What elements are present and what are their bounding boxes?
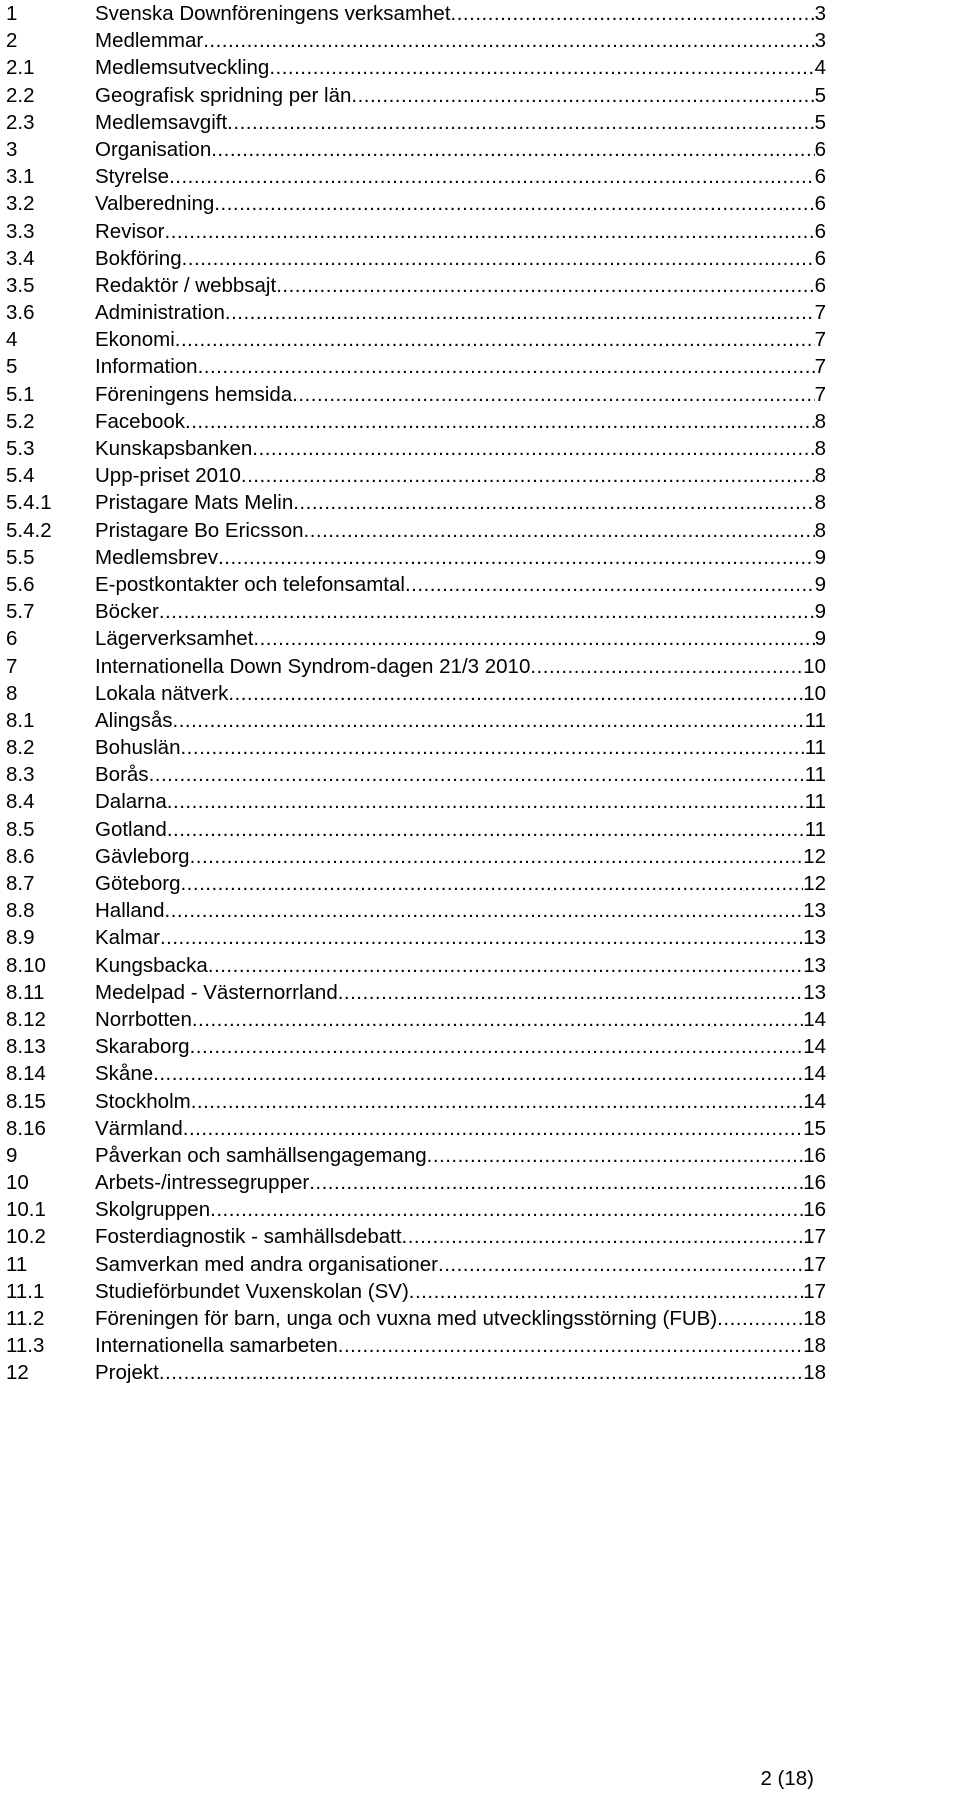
toc-dot-leader	[173, 707, 805, 734]
toc-dot-leader	[190, 1033, 804, 1060]
toc-entry-title: Internationella samarbeten	[95, 1334, 338, 1358]
toc-entry-number: 5.4.1	[6, 491, 52, 515]
toc-entry-number: 8.6	[6, 844, 35, 868]
toc-entry-title: Medlemmar	[95, 29, 204, 53]
toc-entry-number: 4	[6, 328, 18, 352]
toc-dot-leader	[292, 381, 814, 408]
toc-entry-number: 5.4	[6, 464, 35, 488]
toc-entry-title: Dalarna	[95, 790, 167, 814]
toc-entry-number: 5.3	[6, 437, 35, 460]
toc-entry[interactable]	[6, 163, 826, 190]
toc-dot-leader	[409, 1278, 803, 1305]
toc-entry[interactable]	[6, 952, 826, 979]
toc-dot-leader	[530, 653, 803, 680]
toc-entry-number: 5.1	[6, 382, 35, 406]
toc-entry-page: 7	[814, 355, 826, 379]
toc-entry-number: 8.15	[6, 1089, 46, 1113]
toc-entry-number: 9	[6, 1143, 18, 1167]
toc-dot-leader	[293, 489, 814, 516]
toc-entry-title: Projekt	[95, 1361, 159, 1385]
toc-entry-page: 6	[814, 246, 826, 270]
toc-entry[interactable]	[6, 979, 826, 1006]
toc-dot-leader	[225, 299, 815, 326]
toc-entry-title: Kunskapsbanken	[95, 437, 253, 460]
toc-entry[interactable]	[6, 788, 826, 815]
toc-entry-number: 8.10	[6, 953, 46, 977]
toc-entry-page: 8	[814, 437, 826, 460]
toc-entry-title: Bokföring	[95, 246, 182, 270]
toc-entry-title: Skaraborg	[95, 1035, 190, 1059]
toc-entry-number: 3.2	[6, 192, 35, 216]
toc-entry-page: 17	[803, 1252, 826, 1276]
toc-entry[interactable]	[6, 843, 826, 870]
toc-dot-leader	[160, 924, 803, 951]
toc-entry[interactable]	[6, 1332, 826, 1359]
toc-entry[interactable]	[6, 27, 826, 54]
toc-entry-page: 16	[803, 1143, 826, 1167]
toc-entry-number: 8.3	[6, 763, 35, 787]
table-of-contents	[6, 0, 826, 1387]
toc-entry[interactable]	[6, 897, 826, 924]
toc-entry[interactable]	[6, 435, 826, 462]
toc-dot-leader	[451, 0, 815, 27]
toc-dot-leader	[165, 897, 804, 924]
toc-dot-leader	[210, 1196, 803, 1223]
toc-entry-title: Skolgruppen	[95, 1198, 211, 1222]
toc-entry-page: 4	[814, 56, 826, 80]
toc-dot-leader	[190, 843, 804, 870]
toc-entry-title: Revisor	[95, 219, 165, 243]
toc-entry-title: Styrelse	[95, 165, 170, 189]
toc-entry[interactable]	[6, 489, 826, 516]
toc-entry-page: 14	[803, 1007, 826, 1031]
toc-entry-title: Kalmar	[95, 926, 160, 950]
toc-entry[interactable]	[6, 517, 826, 544]
toc-dot-leader	[227, 109, 814, 136]
toc-entry-title: Stockholm	[95, 1089, 191, 1113]
toc-entry-title: Samverkan med andra organisationer	[95, 1252, 438, 1276]
toc-entry-number: 8.12	[6, 1007, 46, 1031]
toc-dot-leader	[269, 54, 814, 81]
toc-entry-number: 8.4	[6, 790, 35, 814]
toc-entry-title: Gotland	[95, 817, 167, 841]
toc-entry-page: 13	[803, 953, 826, 977]
toc-entry-page: 9	[814, 545, 826, 569]
toc-dot-leader	[182, 245, 815, 272]
toc-entry-title: E-postkontakter och telefonsamtal	[95, 572, 405, 596]
toc-dot-leader	[405, 571, 815, 598]
toc-entry[interactable]	[6, 571, 826, 598]
toc-dot-leader	[218, 544, 815, 571]
toc-dot-leader	[338, 979, 803, 1006]
toc-entry-page: 6	[814, 165, 826, 189]
toc-entry-number: 8.7	[6, 872, 35, 895]
toc-entry-number: 8.1	[6, 708, 35, 732]
toc-entry-title: Pristagare Bo Ericsson	[95, 518, 304, 542]
toc-dot-leader	[241, 462, 815, 489]
toc-entry-title: Lägerverksamhet	[95, 627, 254, 651]
toc-entry-number: 11.1	[6, 1279, 45, 1303]
toc-entry-page: 17	[803, 1279, 826, 1303]
toc-entry[interactable]	[6, 1196, 826, 1223]
toc-entry-page: 10	[803, 654, 826, 678]
toc-entry-title: Information	[95, 355, 198, 379]
toc-dot-leader	[191, 1088, 803, 1115]
toc-entry-number: 1	[6, 2, 18, 25]
toc-entry-page: 18	[803, 1334, 826, 1358]
toc-dot-leader	[438, 1251, 803, 1278]
toc-entry-number: 5	[6, 355, 18, 379]
toc-dot-leader	[159, 1359, 803, 1386]
toc-dot-leader	[149, 761, 805, 788]
toc-entry-number: 3.1	[6, 165, 35, 189]
toc-entry[interactable]	[6, 136, 826, 163]
toc-entry-title: Göteborg	[95, 872, 181, 895]
toc-dot-leader	[402, 1223, 804, 1250]
toc-entry[interactable]	[6, 299, 826, 326]
toc-entry-title: Internationella Down Syndrom-dagen 21/3 2010	[95, 654, 531, 678]
toc-entry-title: Borås	[95, 763, 149, 787]
toc-entry-page: 9	[814, 600, 826, 624]
toc-entry-number: 8.8	[6, 899, 35, 923]
toc-entry-page: 5	[814, 83, 826, 107]
toc-dot-leader	[180, 734, 804, 761]
toc-entry-title: Medlemsutveckling	[95, 56, 270, 80]
toc-entry-page: 8	[814, 409, 826, 433]
toc-entry[interactable]	[6, 190, 826, 217]
toc-entry-title: Bohuslän	[95, 736, 181, 760]
toc-entry-page: 3	[814, 2, 826, 25]
toc-entry-number: 10.2	[6, 1225, 46, 1249]
toc-entry-number: 6	[6, 627, 18, 651]
toc-entry[interactable]	[6, 598, 826, 625]
toc-entry-number: 5.4.2	[6, 518, 52, 542]
toc-entry-page: 16	[803, 1171, 826, 1195]
toc-entry[interactable]	[6, 54, 826, 81]
toc-entry-title: Fosterdiagnostik - samhällsdebatt	[95, 1225, 402, 1249]
toc-entry-page: 12	[803, 872, 826, 895]
toc-dot-leader	[252, 435, 814, 462]
toc-entry-number: 5.6	[6, 572, 35, 596]
page-number: 2 (18)	[760, 1767, 814, 1790]
toc-entry-page: 8	[814, 491, 826, 515]
toc-entry-title: Pristagare Mats Melin	[95, 491, 294, 515]
toc-dot-leader	[276, 272, 814, 299]
toc-entry-title: Halland	[95, 899, 165, 923]
toc-dot-leader	[159, 598, 815, 625]
toc-entry-number: 3	[6, 137, 18, 161]
toc-entry[interactable]	[6, 462, 826, 489]
toc-entry-number: 2.2	[6, 83, 35, 107]
toc-entry[interactable]	[6, 816, 826, 843]
toc-entry-title: Skåne	[95, 1062, 154, 1086]
toc-dot-leader	[304, 517, 815, 544]
toc-entry-title: Medlemsavgift	[95, 110, 228, 134]
toc-entry-page: 6	[814, 219, 826, 243]
toc-entry-page: 13	[803, 899, 826, 923]
toc-entry-page: 6	[814, 273, 826, 297]
toc-entry-title: Norrbotten	[95, 1007, 192, 1031]
toc-entry[interactable]	[6, 82, 826, 109]
toc-dot-leader	[351, 82, 814, 109]
toc-dot-leader	[427, 1142, 804, 1169]
toc-dot-leader	[180, 870, 803, 897]
toc-dot-leader	[198, 353, 815, 380]
toc-entry-number: 12	[6, 1361, 29, 1385]
toc-entry-page: 9	[814, 572, 826, 596]
toc-entry-number: 8.16	[6, 1116, 46, 1140]
toc-entry[interactable]	[6, 1278, 826, 1305]
toc-entry-title: Facebook	[95, 409, 186, 433]
toc-entry[interactable]	[6, 1251, 826, 1278]
toc-entry-page: 18	[803, 1361, 826, 1385]
toc-entry-page: 17	[803, 1225, 826, 1249]
toc-entry-number: 11.2	[6, 1307, 45, 1330]
toc-entry-page: 11	[804, 763, 826, 787]
toc-entry[interactable]	[6, 1060, 826, 1087]
toc-entry-page: 7	[814, 382, 826, 406]
toc-dot-leader	[167, 788, 805, 815]
toc-entry[interactable]	[6, 218, 826, 245]
toc-entry-number: 3.4	[6, 246, 35, 270]
toc-entry-page: 18	[803, 1307, 826, 1330]
toc-entry[interactable]	[6, 272, 826, 299]
toc-dot-leader	[253, 625, 814, 652]
toc-entry[interactable]	[6, 0, 826, 27]
toc-entry-page: 11	[804, 708, 826, 732]
toc-entry-page: 14	[803, 1089, 826, 1113]
toc-entry-number: 10.1	[6, 1198, 46, 1222]
toc-entry-page: 7	[814, 301, 826, 325]
toc-entry[interactable]	[6, 625, 826, 652]
toc-dot-leader	[165, 218, 815, 245]
toc-entry-title: Organisation	[95, 137, 212, 161]
toc-entry-page: 10	[803, 681, 826, 705]
toc-entry-page: 14	[803, 1035, 826, 1059]
toc-dot-leader	[717, 1305, 803, 1332]
toc-dot-leader	[309, 1169, 803, 1196]
toc-entry-page: 7	[814, 328, 826, 352]
toc-entry-number: 8.13	[6, 1035, 46, 1059]
toc-dot-leader	[228, 680, 803, 707]
toc-entry-page: 15	[803, 1116, 826, 1140]
toc-entry-number: 11	[6, 1252, 28, 1276]
toc-entry-title: Värmland	[95, 1116, 183, 1140]
toc-entry-page: 8	[814, 464, 826, 488]
toc-entry-number: 3.5	[6, 273, 35, 297]
toc-entry-title: Kungsbacka	[95, 953, 208, 977]
toc-entry[interactable]	[6, 734, 826, 761]
toc-entry-number: 5.2	[6, 409, 35, 433]
toc-entry[interactable]	[6, 1142, 826, 1169]
toc-entry-number: 8.11	[6, 980, 45, 1004]
toc-entry-number: 3.3	[6, 219, 35, 243]
toc-entry-number: 2.3	[6, 110, 35, 134]
toc-entry[interactable]	[6, 1115, 826, 1142]
toc-dot-leader	[338, 1332, 803, 1359]
toc-entry-number: 8	[6, 681, 18, 705]
toc-entry-title: Medelpad - Västernorrland	[95, 980, 338, 1004]
toc-entry[interactable]	[6, 353, 826, 380]
toc-entry-title: Arbets-/intressegrupper	[95, 1171, 310, 1195]
toc-entry-page: 13	[803, 980, 826, 1004]
toc-entry-title: Ekonomi	[95, 328, 175, 352]
toc-entry-number: 8.2	[6, 736, 35, 760]
toc-entry[interactable]	[6, 680, 826, 707]
toc-entry-page: 13	[803, 926, 826, 950]
toc-entry-title: Böcker	[95, 600, 159, 624]
toc-entry-number: 8.5	[6, 817, 35, 841]
toc-entry[interactable]	[6, 870, 826, 897]
toc-entry-title: Föreningens hemsida	[95, 382, 293, 406]
toc-entry-title: Föreningen för barn, unga och vuxna med utvecklingsstörning (FUB)	[95, 1307, 718, 1330]
toc-entry-title: Redaktör / webbsajt	[95, 273, 277, 297]
toc-dot-leader	[169, 163, 815, 190]
toc-entry[interactable]	[6, 1088, 826, 1115]
toc-entry-number: 5.5	[6, 545, 35, 569]
toc-entry-page: 11	[804, 736, 826, 760]
toc-entry-number: 11.3	[6, 1334, 45, 1358]
toc-entry-page: 16	[803, 1198, 826, 1222]
toc-entry-title: Alingsås	[95, 708, 173, 732]
toc-entry[interactable]	[6, 109, 826, 136]
toc-entry-title: Studieförbundet Vuxenskolan (SV)	[95, 1279, 409, 1303]
toc-entry[interactable]	[6, 707, 826, 734]
toc-dot-leader	[153, 1060, 803, 1087]
toc-entry-title: Administration	[95, 301, 225, 325]
toc-entry-number: 3.6	[6, 301, 35, 325]
toc-entry-page: 11	[804, 790, 826, 814]
toc-dot-leader	[183, 1115, 803, 1142]
toc-entry-number: 10	[6, 1171, 29, 1195]
toc-entry[interactable]	[6, 381, 826, 408]
toc-entry-number: 5.7	[6, 600, 35, 624]
toc-entry-title: Medlemsbrev	[95, 545, 219, 569]
toc-dot-leader	[208, 952, 803, 979]
toc-entry-title: Svenska Downföreningens verksamhet	[95, 2, 451, 25]
toc-entry[interactable]	[6, 1223, 826, 1250]
toc-dot-leader	[214, 190, 814, 217]
toc-entry-title: Lokala nätverk	[95, 681, 229, 705]
toc-dot-leader	[185, 408, 815, 435]
toc-entry-page: 12	[803, 844, 826, 868]
toc-entry[interactable]	[6, 326, 826, 353]
toc-entry-page: 6	[814, 137, 826, 161]
toc-entry-page: 6	[814, 192, 826, 216]
toc-entry-title: Geografisk spridning per län	[95, 83, 352, 107]
toc-entry-number: 8.9	[6, 926, 35, 950]
toc-dot-leader	[192, 1006, 803, 1033]
toc-entry-page: 3	[814, 29, 826, 53]
toc-dot-leader	[175, 326, 815, 353]
toc-entry-title: Gävleborg	[95, 844, 190, 868]
toc-entry[interactable]	[6, 245, 826, 272]
toc-dot-leader	[203, 27, 814, 54]
toc-entry-page: 5	[814, 110, 826, 134]
toc-entry[interactable]	[6, 1033, 826, 1060]
toc-entry-title: Valberedning	[95, 192, 215, 216]
toc-dot-leader	[167, 816, 805, 843]
toc-entry-page: 11	[804, 817, 826, 841]
toc-entry[interactable]	[6, 408, 826, 435]
toc-entry-number: 7	[6, 654, 18, 678]
toc-entry-title: Upp-priset 2010	[95, 464, 241, 488]
toc-entry[interactable]	[6, 1359, 826, 1386]
toc-dot-leader	[211, 136, 814, 163]
toc-entry[interactable]	[6, 1006, 826, 1033]
toc-entry[interactable]	[6, 761, 826, 788]
toc-entry-number: 2	[6, 29, 18, 53]
toc-entry[interactable]	[6, 1305, 826, 1332]
toc-entry[interactable]	[6, 653, 826, 680]
toc-entry-page: 8	[814, 518, 826, 542]
toc-entry-number: 2.1	[6, 56, 35, 80]
toc-entry[interactable]	[6, 924, 826, 951]
toc-entry-title: Påverkan och samhällsengagemang	[95, 1143, 427, 1167]
toc-entry[interactable]	[6, 544, 826, 571]
toc-entry-page: 9	[814, 627, 826, 651]
toc-entry-page: 14	[803, 1062, 826, 1086]
toc-entry[interactable]	[6, 1169, 826, 1196]
toc-entry-number: 8.14	[6, 1062, 46, 1086]
